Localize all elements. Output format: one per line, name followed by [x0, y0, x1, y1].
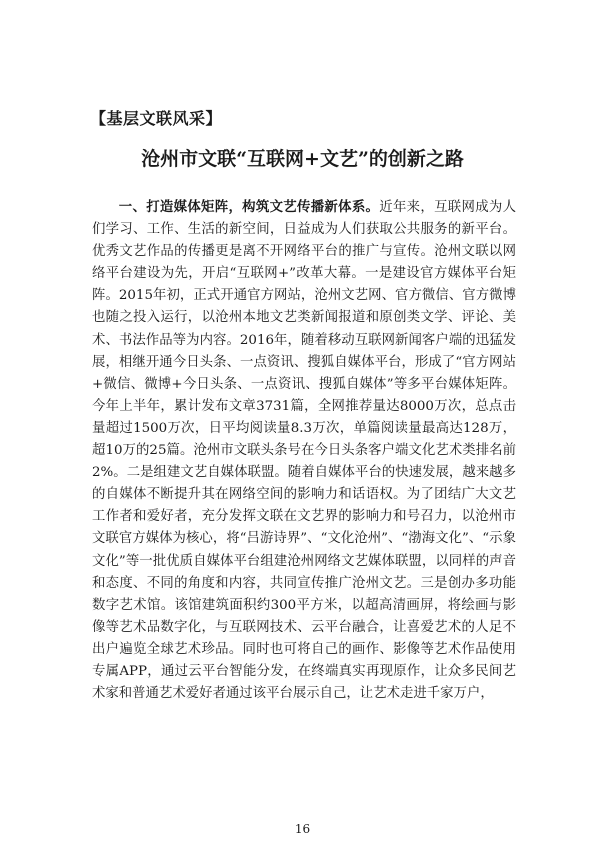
- section-tag: 【基层文联风采】: [90, 109, 223, 128]
- body-paragraph: [92, 196, 516, 705]
- article-title: 沧州市文联“互联网+文艺”的创新之路: [141, 148, 464, 170]
- lead-heading: 一、打造媒体矩阵，构筑文艺传播新体系。: [118, 199, 380, 215]
- article-body: [92, 196, 516, 705]
- body-text: 近年来，互联网成为人们学习、工作、生活的新空间，日益成为人们获取公共服务的新平台。优秀文艺作品的传播更是离不开网络平台的推广与宣传。沧州文联以网络平台建设为先，开启“互联网+”改革大幕。一是建设官方媒体平台矩阵。2015年初，正式开通官方网站，沧州文艺网、官方微信、官方微博也随之投入运行，以沧州本地文艺类新闻报道和原创类文学、评论、美术、书法作品等为内容。2016年，随着移动互联网新闻客户端的迅猛发展，相继开通今日头条、一点资讯、搜狐自媒体平台，形成了“官方网站+微信、微博+今日头条、一点资讯、搜狐自媒体”等多平台媒体矩阵。今年上半年，累计发布文章3731篇，全网推荐量达8000万次，总点击量超过1500万次，日平均阅读量8.3万次，单篇阅读量最高达128万，超10万的25篇。沧州市文联头条号在今日头条客户端文化艺术类排名前2%。二是组建文艺自媒体联盟。随着自媒体平台的快速发展，越来越多的自媒体不断提升其在网络空间的影响力和话语权。为了团结广大文艺工作者和爱好者，充分发挥文联在文艺界的影响力和号召力，以沧州市文联官方媒体为核心，将“吕游诗界”、“文化沧州”、“渤海文化”、“示象文化”等一批优质自媒体平台组建沧州网络文艺媒体联盟，以同样的声音和态度、不同的角度和内容，共同宣传推广沧州文艺。三是创办多功能数字艺术馆。该馆建筑面积约300平方米，以超高清画屏，将绘画与影像等艺术品数字化，与互联网技术、云平台融合，让喜爱艺术的人足不出户遍览全球艺术珍品。同时也可将自己的画作、影像等艺术作品使用专属APP，通过云平台智能分发，在终端真实再现原作，让众多民间艺术家和普通艺术爱好者通过该平台展示自己，让艺术走进千家万户，: [92, 200, 517, 702]
- page-number: 16: [294, 822, 311, 836]
